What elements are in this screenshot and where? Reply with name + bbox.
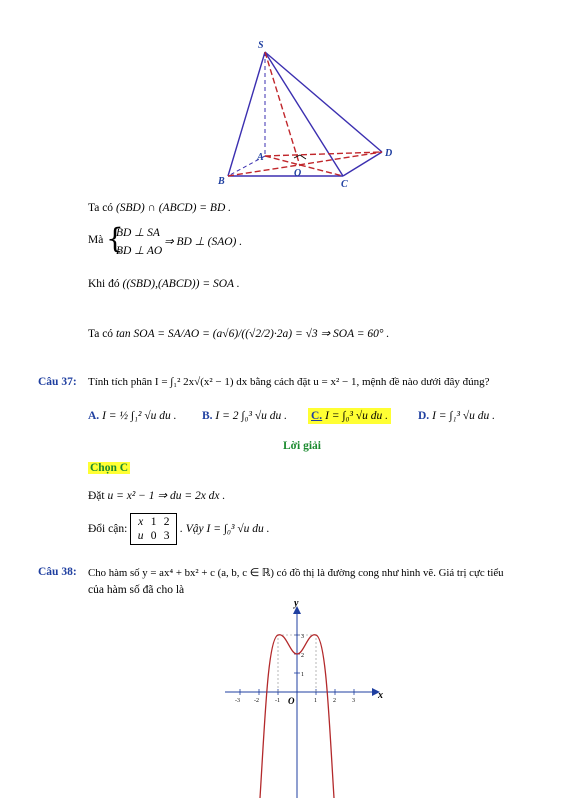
function-graph [220, 598, 390, 798]
change-of-limits-table: x 1 2 u 0 3 [130, 513, 177, 545]
q37-step-2: Đổi cận: x 1 2 u 0 3 . Vậy I = ∫₀³ √u du . [88, 513, 270, 545]
y-tick-label: 1 [301, 672, 304, 678]
solution-line-1: Ta có (SBD) ∩ (ABCD) = BD . [88, 202, 232, 214]
solution-line-3: Khi đó ((SBD),(ABCD)) = SOA . [88, 278, 240, 290]
x-axis-label: x [378, 690, 383, 701]
vertex-b-label: B [218, 176, 225, 187]
vertex-s-label: S [258, 40, 264, 51]
y-axis-label: y [294, 598, 299, 609]
solution-title: Lời giải [283, 440, 321, 452]
x-tick-label: -3 [235, 698, 240, 704]
option-d[interactable]: D. I = ∫₁³ √u du . [418, 410, 496, 422]
vertex-a-label: A [257, 152, 264, 163]
question-38-text-2: của hàm số đã cho là [88, 584, 185, 596]
y-tick-label: 3 [301, 634, 304, 640]
x-tick-label: -2 [254, 698, 259, 704]
option-a[interactable]: A. I = ½ ∫₁² √u du . [88, 410, 177, 422]
x-tick-label: 3 [352, 698, 355, 704]
q37-step-1: Đặt u = x² − 1 ⇒ du = 2x dx . [88, 490, 226, 502]
y-tick-label: 2 [301, 653, 304, 659]
x-tick-label: 2 [333, 698, 336, 704]
x-tick-label: 1 [314, 698, 317, 704]
option-c[interactable]: C. I = ∫₀³ √u du . [308, 410, 391, 422]
pyramid-figure [210, 38, 410, 193]
vertex-c-label: C [341, 179, 348, 190]
point-o-label: O [294, 168, 302, 179]
x-tick-label: -1 [275, 698, 280, 704]
solution-line-4: Ta có tan SOA = SA/AO = (a√6)/((√2/2)·2a) = √3 ⇒ SOA = 60° . [88, 328, 390, 340]
choice-label: Chọn C [90, 462, 129, 474]
origin-label: O [288, 696, 295, 706]
option-b[interactable]: B. I = 2 ∫₀³ √u du . [202, 410, 288, 422]
vertex-d-label: D [385, 148, 393, 159]
question-37-text: Tính tích phân I = ∫₁² 2x√(x² − 1) dx bằng cách đặt u = x² − 1, mệnh đề nào dưới đây đúng? [88, 376, 490, 388]
question-37-label: Câu 37: [38, 376, 77, 388]
question-38-text-1: Cho hàm số y = ax⁴ + bx² + c (a, b, c ∈ ℝ) có đồ thị là đường cong như hình vẽ. Giá trị cực tiểu [88, 567, 504, 579]
question-38-label: Câu 38: [38, 566, 77, 578]
